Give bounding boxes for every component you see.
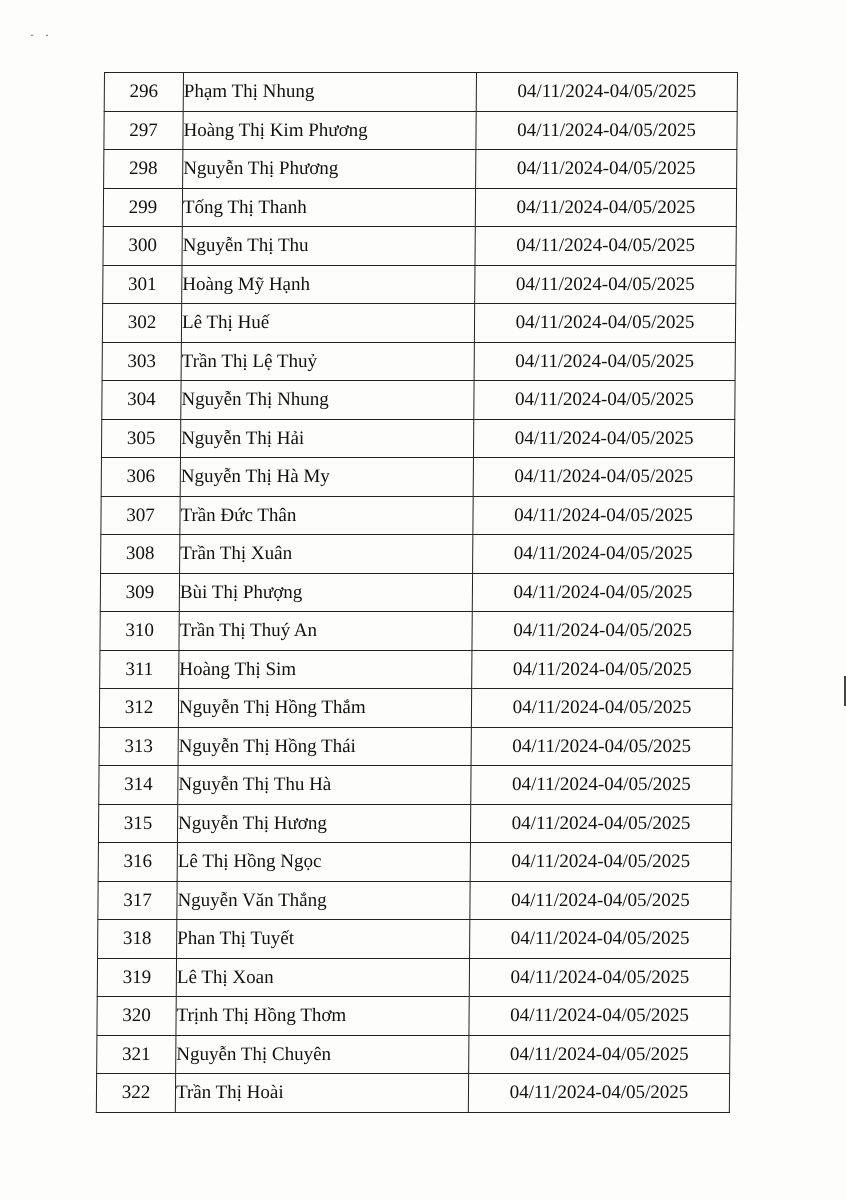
row-number: 305 bbox=[101, 419, 180, 458]
table-row bbox=[103, 188, 736, 227]
person-name: Trần Thị Lệ Thuỷ bbox=[181, 342, 474, 381]
table-row bbox=[104, 73, 737, 112]
table-row bbox=[100, 612, 733, 651]
person-name: Phạm Thị Nhung bbox=[183, 73, 476, 112]
row-number: 303 bbox=[102, 342, 181, 381]
table-row bbox=[99, 727, 732, 766]
date-range: 04/11/2024-04/05/2025 bbox=[474, 304, 735, 343]
date-range: 04/11/2024-04/05/2025 bbox=[472, 650, 733, 689]
table-row bbox=[101, 535, 734, 574]
date-range: 04/11/2024-04/05/2025 bbox=[471, 689, 732, 728]
table-row bbox=[97, 1035, 730, 1074]
person-name: Nguyễn Thị Hồng Thắm bbox=[178, 689, 471, 728]
row-number: 301 bbox=[103, 265, 182, 304]
row-number: 313 bbox=[99, 727, 178, 766]
table-row bbox=[99, 689, 732, 728]
date-range: 04/11/2024-04/05/2025 bbox=[473, 535, 734, 574]
person-name: Nguyễn Thị Hồng Thái bbox=[178, 727, 471, 766]
row-number: 310 bbox=[100, 612, 179, 651]
date-range: 04/11/2024-04/05/2025 bbox=[472, 573, 733, 612]
date-range: 04/11/2024-04/05/2025 bbox=[469, 1035, 730, 1074]
person-name: Trần Thị Hoài bbox=[175, 1074, 468, 1113]
person-name: Hoàng Thị Sim bbox=[179, 650, 472, 689]
table-row bbox=[102, 381, 735, 420]
row-number: 298 bbox=[104, 150, 183, 189]
person-name: Nguyễn Văn Thắng bbox=[177, 881, 470, 920]
person-name: Lê Thị Xoan bbox=[176, 958, 469, 997]
row-number: 312 bbox=[99, 689, 178, 728]
roster-table bbox=[96, 72, 738, 1113]
scan-specks: · · bbox=[30, 28, 53, 42]
person-name: Trần Đức Thân bbox=[180, 496, 473, 535]
table-row bbox=[101, 458, 734, 497]
table-row bbox=[101, 496, 734, 535]
date-range: 04/11/2024-04/05/2025 bbox=[476, 111, 737, 150]
person-name: Lê Thị Huế bbox=[181, 304, 474, 343]
row-number: 321 bbox=[97, 1035, 176, 1074]
row-number: 316 bbox=[98, 843, 177, 882]
row-number: 306 bbox=[101, 458, 180, 497]
date-range: 04/11/2024-04/05/2025 bbox=[472, 612, 733, 651]
person-name: Tống Thị Thanh bbox=[182, 188, 475, 227]
date-range: 04/11/2024-04/05/2025 bbox=[469, 997, 730, 1036]
date-range: 04/11/2024-04/05/2025 bbox=[476, 73, 737, 112]
table-row bbox=[96, 1074, 729, 1113]
person-name: Phan Thị Tuyết bbox=[177, 920, 470, 959]
date-range: 04/11/2024-04/05/2025 bbox=[471, 766, 732, 805]
row-number: 297 bbox=[104, 111, 183, 150]
date-range: 04/11/2024-04/05/2025 bbox=[474, 342, 735, 381]
row-number: 300 bbox=[103, 227, 182, 266]
row-number: 320 bbox=[97, 997, 176, 1036]
table-row bbox=[100, 573, 733, 612]
row-number: 319 bbox=[97, 958, 176, 997]
person-name: Nguyễn Thị Thu bbox=[182, 227, 475, 266]
person-name: Hoàng Thị Kim Phương bbox=[183, 111, 476, 150]
person-name: Nguyễn Thị Hải bbox=[180, 419, 473, 458]
table-row bbox=[104, 111, 737, 150]
person-name: Nguyễn Thị Thu Hà bbox=[178, 766, 471, 805]
date-range: 04/11/2024-04/05/2025 bbox=[473, 496, 734, 535]
person-name: Nguyễn Thị Chuyên bbox=[176, 1035, 469, 1074]
person-name: Bùi Thị Phượng bbox=[179, 573, 472, 612]
row-number: 317 bbox=[98, 881, 177, 920]
person-name: Lê Thị Hồng Ngọc bbox=[177, 843, 470, 882]
table-row bbox=[97, 997, 730, 1036]
table-row bbox=[103, 227, 736, 266]
person-name: Nguyễn Thị Phương bbox=[183, 150, 476, 189]
person-name: Hoàng Mỹ Hạnh bbox=[182, 265, 475, 304]
date-range: 04/11/2024-04/05/2025 bbox=[474, 381, 735, 420]
row-number: 315 bbox=[98, 804, 177, 843]
table-row bbox=[101, 419, 734, 458]
table-row bbox=[98, 920, 731, 959]
row-number: 308 bbox=[101, 535, 180, 574]
date-range: 04/11/2024-04/05/2025 bbox=[475, 227, 736, 266]
table-row bbox=[99, 766, 732, 805]
date-range: 04/11/2024-04/05/2025 bbox=[475, 265, 736, 304]
date-range: 04/11/2024-04/05/2025 bbox=[473, 458, 734, 497]
row-number: 314 bbox=[99, 766, 178, 805]
person-name: Nguyễn Thị Nhung bbox=[181, 381, 474, 420]
row-number: 309 bbox=[100, 573, 179, 612]
row-number: 302 bbox=[102, 304, 181, 343]
date-range: 04/11/2024-04/05/2025 bbox=[468, 1074, 729, 1113]
person-name: Trần Thị Thuý An bbox=[179, 612, 472, 651]
row-number: 307 bbox=[101, 496, 180, 535]
person-name: Nguyễn Thị Hà My bbox=[180, 458, 473, 497]
date-range: 04/11/2024-04/05/2025 bbox=[470, 881, 731, 920]
table-row bbox=[98, 804, 731, 843]
table-row bbox=[102, 304, 735, 343]
date-range: 04/11/2024-04/05/2025 bbox=[473, 419, 734, 458]
table-row bbox=[102, 342, 735, 381]
table-row bbox=[97, 958, 730, 997]
table-row bbox=[98, 881, 731, 920]
person-name: Nguyễn Thị Hương bbox=[177, 804, 470, 843]
row-number: 322 bbox=[96, 1074, 175, 1113]
row-number: 311 bbox=[100, 650, 179, 689]
row-number: 296 bbox=[104, 73, 183, 112]
date-range: 04/11/2024-04/05/2025 bbox=[471, 727, 732, 766]
date-range: 04/11/2024-04/05/2025 bbox=[476, 150, 737, 189]
person-name: Trịnh Thị Hồng Thơm bbox=[176, 997, 469, 1036]
table-row bbox=[103, 265, 736, 304]
date-range: 04/11/2024-04/05/2025 bbox=[470, 920, 731, 959]
person-name: Trần Thị Xuân bbox=[180, 535, 473, 574]
row-number: 318 bbox=[98, 920, 177, 959]
date-range: 04/11/2024-04/05/2025 bbox=[470, 804, 731, 843]
date-range: 04/11/2024-04/05/2025 bbox=[469, 958, 730, 997]
row-number: 299 bbox=[103, 188, 182, 227]
table-row bbox=[100, 650, 733, 689]
table-row bbox=[98, 843, 731, 882]
row-number: 304 bbox=[102, 381, 181, 420]
date-range: 04/11/2024-04/05/2025 bbox=[475, 188, 736, 227]
roster-table-body bbox=[96, 73, 737, 1113]
table-row bbox=[104, 150, 737, 189]
date-range: 04/11/2024-04/05/2025 bbox=[470, 843, 731, 882]
